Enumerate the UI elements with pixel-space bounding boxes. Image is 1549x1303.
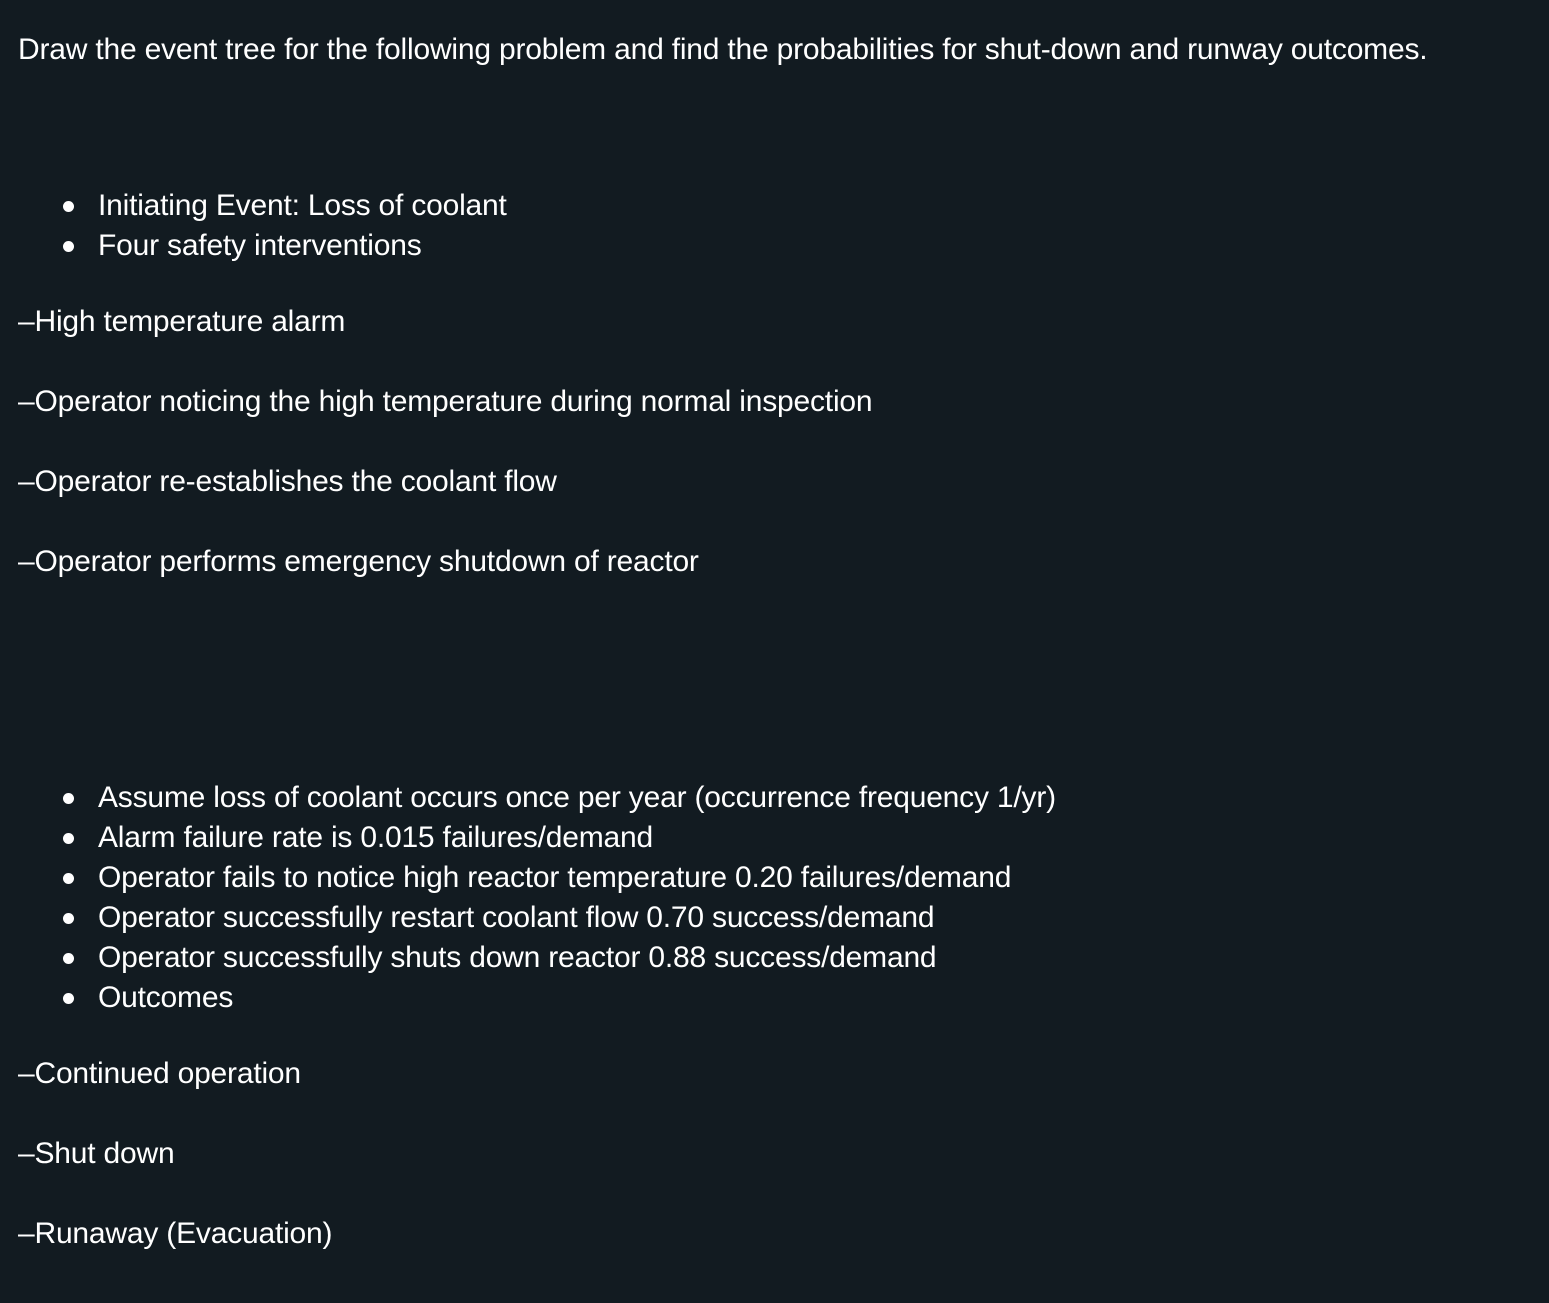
intervention-item: –Operator performs emergency shutdown of reactor — [18, 545, 699, 578]
list-item-text: Assume loss of coolant occurs once per year (occurrence frequency 1/yr) — [98, 781, 1056, 814]
list-item-text: Outcomes — [98, 981, 234, 1014]
outcome-item: –Continued operation — [18, 1057, 301, 1090]
list-item — [0, 938, 1056, 978]
list-item-text: Alarm failure rate is 0.015 failures/demand — [98, 821, 654, 854]
intervention-item: –Operator re-establishes the coolant flow — [18, 465, 557, 498]
bullet-icon — [63, 873, 74, 884]
question-text: Draw the event tree for the following problem and find the probabilities for shut-down and runway outcomes. — [18, 33, 1428, 66]
list-item-text: Initiating Event: Loss of coolant — [98, 189, 507, 222]
list-item — [0, 778, 1056, 818]
data-list — [0, 778, 1056, 1018]
intervention-item: –Operator noticing the high temperature during normal inspection — [18, 385, 873, 418]
list-item — [0, 226, 507, 266]
bullet-icon — [63, 833, 74, 844]
bullet-icon — [63, 793, 74, 804]
outcome-item: –Shut down — [18, 1137, 175, 1170]
bullet-icon — [63, 241, 74, 252]
bullet-icon — [63, 993, 74, 1004]
intervention-item: –High temperature alarm — [18, 305, 346, 338]
bullet-icon — [63, 201, 74, 212]
list-item — [0, 858, 1056, 898]
list-item-text: Four safety interventions — [98, 229, 422, 262]
list-item — [0, 186, 507, 226]
list-item — [0, 818, 1056, 858]
list-item — [0, 898, 1056, 938]
list-item-text: Operator successfully restart coolant flow 0.70 success/demand — [98, 901, 935, 934]
list-item-text: Operator fails to notice high reactor temperature 0.20 failures/demand — [98, 861, 1012, 894]
bullet-icon — [63, 953, 74, 964]
outcome-item: –Runaway (Evacuation) — [18, 1217, 333, 1250]
list-item — [0, 978, 1056, 1018]
bullet-icon — [63, 913, 74, 924]
list-item-text: Operator successfully shuts down reactor 0.88 success/demand — [98, 941, 937, 974]
setup-list — [0, 186, 507, 266]
